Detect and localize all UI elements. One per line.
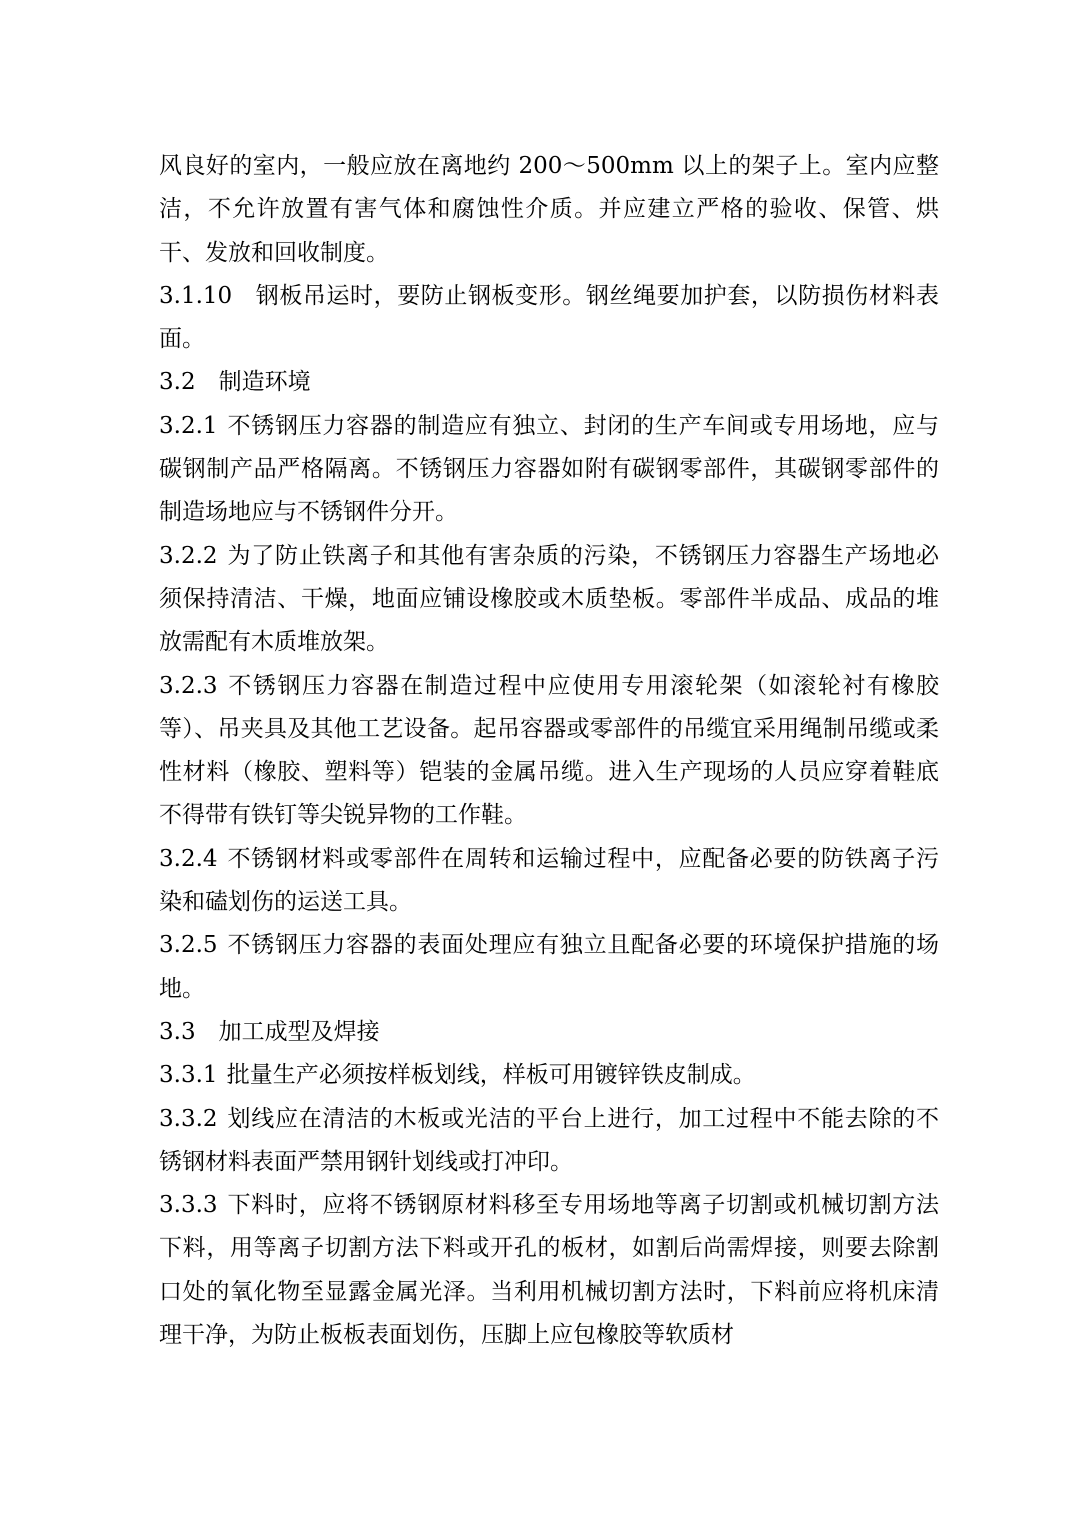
clause-number: 3.3.2: [159, 1105, 218, 1132]
clause-3-2-1: [159, 405, 939, 535]
clause-number: 3.2.3: [159, 672, 218, 699]
clause-3-2-5: [159, 924, 939, 1011]
clause-number: 3.2.1: [159, 412, 218, 439]
section-title: 制造环境: [218, 369, 311, 396]
clause-text: 钢板吊运时，要防止钢板变形。钢丝绳要加护套，以防损伤材料表面。: [159, 282, 939, 353]
paragraph-continuation: [159, 145, 939, 275]
clause-3-3-3: [159, 1184, 939, 1357]
paragraph-text: 风良好的室内，一般应放在离地约 200～500mm 以上的架子上。室内应整洁，不允许放置有害气体和腐蚀性介质。并应建立严格的验收、保管、烘干、发放和回收制度。: [159, 153, 939, 266]
section-title: 加工成型及焊接: [218, 1018, 380, 1045]
clause-3-1-10: [159, 275, 939, 362]
section-3-3-heading: [159, 1011, 939, 1054]
clause-text: 不锈钢压力容器在制造过程中应使用专用滚轮架（如滚轮衬有橡胶等）、吊夹具及其他工艺设备。起吊容器或零部件的吊缆宜采用绳制吊缆或柔性材料（橡胶、塑料等）铠装的金属吊缆。进入生产现场的人员应穿着鞋底不得带有铁钉等尖锐异物的工作鞋。: [159, 672, 939, 829]
clause-text: 为了防止铁离子和其他有害杂质的污染，不锈钢压力容器生产场地必须保持清洁、干燥，地面应铺设橡胶或木质垫板。零部件半成品、成品的堆放需配有木质堆放架。: [159, 542, 939, 656]
clause-number: 3.3.1: [159, 1062, 218, 1089]
clause-3-3-2: [159, 1098, 939, 1185]
clause-text: 划线应在清洁的木板或光洁的平台上进行，加工过程中不能去除的不锈钢材料表面严禁用钢针划线或打冲印。: [159, 1105, 939, 1175]
document-page: [159, 145, 939, 1357]
clause-3-3-1: [159, 1054, 939, 1097]
clause-text: 不锈钢压力容器的制造应有独立、封闭的生产车间或专用场地，应与碳钢制产品严格隔离。不锈钢压力容器如附有碳钢零部件，其碳钢零部件的制造场地应与不锈钢件分开。: [159, 412, 939, 526]
clause-text: 下料时，应将不锈钢原材料移至专用场地等离子切割或机械切割方法下料，用等离子切割方法下料或开孔的板材，如割后尚需焊接，则要去除割口处的氧化物至显露金属光泽。当利用机械切割方法时，下料前应将机床清理干净，为防止板板表面划伤，压脚上应包橡胶等软质材: [159, 1192, 939, 1349]
clause-number: 3.2.5: [159, 932, 218, 959]
clause-text: 不锈钢压力容器的表面处理应有独立且配备必要的环境保护措施的场地。: [159, 932, 939, 1002]
clause-number: 3.3.3: [159, 1192, 218, 1219]
clause-number: 3.2.2: [159, 542, 218, 569]
clause-3-2-4: [159, 838, 939, 925]
clause-text: 不锈钢材料或零部件在周转和运输过程中，应配备必要的防铁离子污染和磕划伤的运送工具。: [159, 845, 939, 916]
clause-number: 3.1.10: [159, 282, 233, 309]
section-3-2-heading: [159, 361, 939, 404]
section-number: 3.2: [159, 369, 196, 396]
clause-3-2-2: [159, 535, 939, 665]
clause-text: 批量生产必须按样板划线，样板可用镀锌铁皮制成。: [226, 1062, 756, 1089]
clause-3-2-3: [159, 665, 939, 838]
section-number: 3.3: [159, 1018, 196, 1045]
clause-number: 3.2.4: [159, 845, 218, 872]
